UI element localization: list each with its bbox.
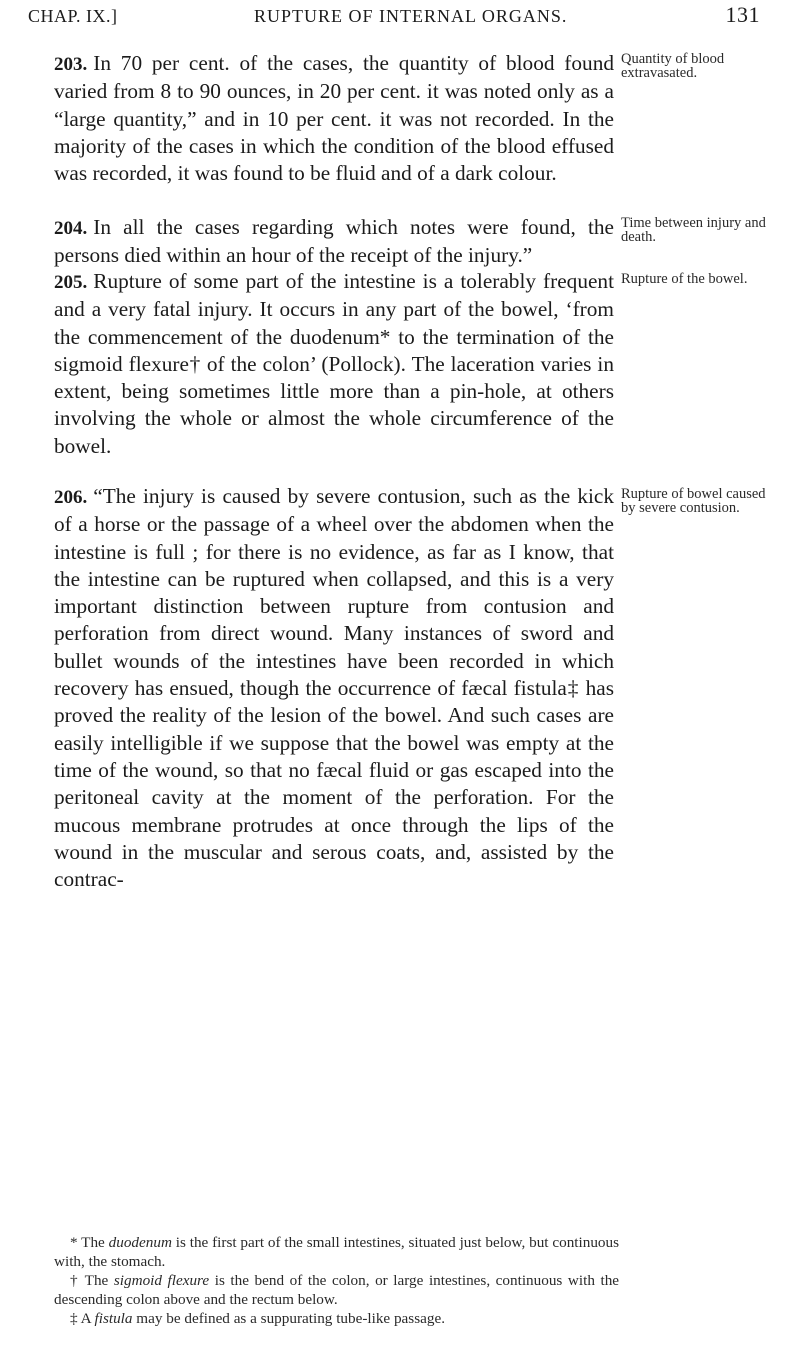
paragraph-number: 203.: [54, 54, 88, 75]
footnote-fistula: [54, 1309, 619, 1328]
paragraph-text: Rupture of some part of the intestine is a tolerably frequent and a very fatal injury. It occurs in any part of the bowel, ‘from the commencement of the duodenum* to the termination of the sigmoid flexure† of the colon’ (Pollock). The laceration varies in extent, being sometimes little more than a pin-hole, at others involving the whole or almost the whole circumference of the bowel.: [54, 269, 614, 458]
running-title: RUPTURE OF INTERNAL ORGANS.: [254, 6, 568, 26]
footnote-mark: *: [70, 1234, 78, 1251]
footnote-prefix: The: [81, 1234, 105, 1251]
footnote-sigmoid: [54, 1271, 619, 1309]
sidenote-quantity-of-blood: Quantity of blood extravasated.: [621, 51, 725, 81]
paragraph-204: [54, 214, 614, 270]
footnote-term: duodenum: [108, 1234, 172, 1251]
page-number: 131: [725, 2, 760, 27]
footnotes: [54, 1233, 619, 1328]
paragraph-205: [54, 268, 614, 460]
chapter-label: CHAP. IX.]: [28, 6, 118, 26]
footnote-text: is the first part of the small intestines, situated just below, but continuous with, the stomach.: [54, 1234, 620, 1270]
footnote-term: fistula: [94, 1310, 133, 1327]
paragraph-text: “The injury is caused by severe contusion, such as the kick of a horse or the passage of a wheel over the abdomen when the intestine is full ; for there is no evidence, as far as I know, that the intestine can be ruptured when collapsed, and this is a very important distinction between rupture from contusion and perforation from direct wound. Many instances of sword and bullet wounds of the intestines have been recorded in which recovery has ensued, though the occurrence of fæcal fistula‡ has proved the reality of the lesion of the bowel. And such cases are easily intelligible if we suppose that the bowel was empty at the time of the wound, so that no fæcal fluid or gas escaped into the peritoneal cavity at the moment of the perforation. For the mucous membrane protrudes at once through the lips of the wound in the muscular and serous coats, and, assisted by the contrac-: [54, 484, 614, 892]
paragraph-number: 205.: [54, 272, 88, 293]
footnote-prefix: A: [80, 1310, 91, 1327]
paragraph-206: [54, 483, 614, 893]
paragraph-number: 204.: [54, 218, 88, 239]
footnote-term: sigmoid flexure: [113, 1272, 210, 1289]
sidenote-time-between: Time between injury and death.: [621, 215, 766, 245]
footnote-text: is the bend of the colon, or large intestines, continuous with the descending colon above and the rectum below.: [54, 1272, 620, 1308]
footnote-mark: ‡: [70, 1310, 78, 1327]
sidenote-contusion: Rupture of bowel caused by severe contusion.: [621, 486, 766, 516]
footnote-text: may be defined as a suppurating tube-like passage.: [136, 1310, 445, 1327]
sidenote-rupture-bowel: Rupture of the bowel.: [621, 271, 748, 287]
paragraph-text: In 70 per cent. of the cases, the quantity of blood found varied from 8 to 90 ounces, in 20 per cent. it was noted only as a “large quantity,” and in 10 per cent. it was not recorded. In the majority of the cases in which the condition of the blood effused was recorded, it was found to be fluid and of a dark colour.: [54, 51, 614, 186]
paragraph-text: In all the cases regarding which notes were found, the persons died within an hour of the receipt of the injury.”: [54, 215, 614, 268]
paragraph-203: [54, 50, 614, 187]
footnote-mark: †: [70, 1272, 80, 1289]
running-header: [28, 2, 760, 32]
footnote-duodenum: [54, 1233, 619, 1271]
paragraph-number: 206.: [54, 487, 88, 508]
footnote-prefix: The: [84, 1272, 109, 1289]
